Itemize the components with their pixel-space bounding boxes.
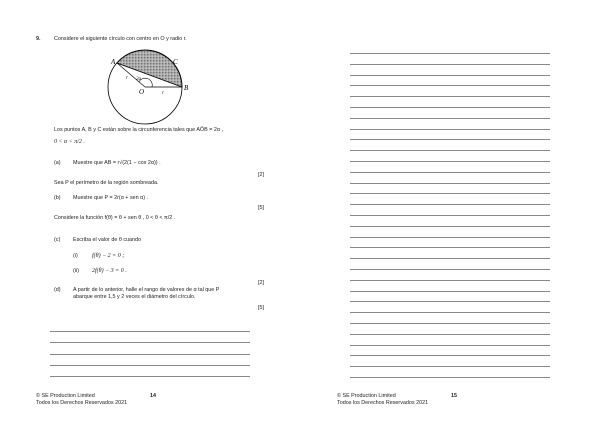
answer-line [350,355,550,356]
answer-line [350,312,550,313]
part-a-marks: [2] [258,172,264,178]
question-intro: Considere el siguiente círculo con centro en O y radio r. [54,36,187,42]
label-r1: r [126,76,128,81]
label-A: A [111,58,116,66]
circle-diagram [100,44,200,130]
answer-line [50,354,250,355]
answer-line [350,237,550,238]
shaded-region [117,50,182,87]
answer-line [350,85,550,86]
part-b-text: Muestre que P = 2r(α + sen α) . [73,195,149,201]
answer-line [350,258,550,259]
function-text: Considere la función f(θ) = θ + sen θ , 0 < θ < π/2 . [54,215,176,221]
answer-line [50,342,250,343]
answer-line [350,280,550,281]
part-cii-label: (ii) [73,268,79,274]
answer-line [350,75,550,76]
answer-line [350,193,550,194]
answer-line [350,204,550,205]
answer-line [350,118,550,119]
answer-line [350,183,550,184]
part-c-marks: [2] [258,280,264,286]
part-b-marks: [5] [258,205,264,211]
answer-line [350,377,550,378]
label-B: B [184,84,189,92]
label-C: C [173,58,178,66]
points-text: Los puntos A, B y C están sobre la circunferencia tales que AÔB = 2α , [54,127,223,133]
answer-line [350,291,550,292]
part-b-label: (b) [54,195,61,201]
perimeter-text: Sea P el perímetro de la región sombreada. [54,180,159,186]
answer-line [350,323,550,324]
answer-line [350,334,550,335]
label-r2: r [162,91,164,96]
answer-line [350,53,550,54]
answer-line [350,247,550,248]
page-number-left: 14 [150,393,156,399]
answer-line [350,172,550,173]
footer-copyright-left: © SE Production Limited [36,393,95,399]
answer-line [350,301,550,302]
label-angle: 2α [136,77,142,82]
answer-line [50,331,250,332]
part-c-label: (c) [54,237,61,243]
answer-line [350,366,550,367]
answer-line [350,269,550,270]
answer-line [50,365,250,366]
footer-rights-right: Todos los Derechos Reservados 2021 [337,400,429,406]
footer-rights-left: Todos los Derechos Reservados 2021 [36,400,128,406]
answer-line [350,161,550,162]
answer-line [350,150,550,151]
answer-line [350,107,550,108]
answer-line [350,139,550,140]
part-a-text: Muestre que AB = r√(2(1 − cos 2α)) . [73,160,161,166]
answer-line [50,376,250,377]
answer-line [350,215,550,216]
footer-copyright-right: © SE Production Limited [337,393,396,399]
alpha-range: 0 < α < π/2 . [54,139,85,145]
answer-line [350,96,550,97]
part-d-label: (d) [54,287,61,293]
part-d-marks: [5] [258,305,264,311]
part-c-text: Escriba el valor de θ cuando [73,237,142,243]
part-ci-text: f(θ) − 2 = 0 ; [92,253,125,259]
label-O: O [139,88,145,96]
part-a-label: (a) [54,160,61,166]
part-d-text-2: abarque entre 1,5 y 2 veces el diámetro del círculo. [73,294,196,300]
part-ci-label: (i) [73,253,78,259]
question-number: 9. [36,36,41,42]
page-number-right: 15 [451,393,457,399]
answer-line [350,64,550,65]
answer-line [350,129,550,130]
part-cii-text: 2f(θ) − 3 = 0 . [92,268,127,274]
part-d-text: A partir de lo anterior, halle el rango de valores de α tal que P [73,287,220,293]
answer-line [350,226,550,227]
answer-line [350,345,550,346]
